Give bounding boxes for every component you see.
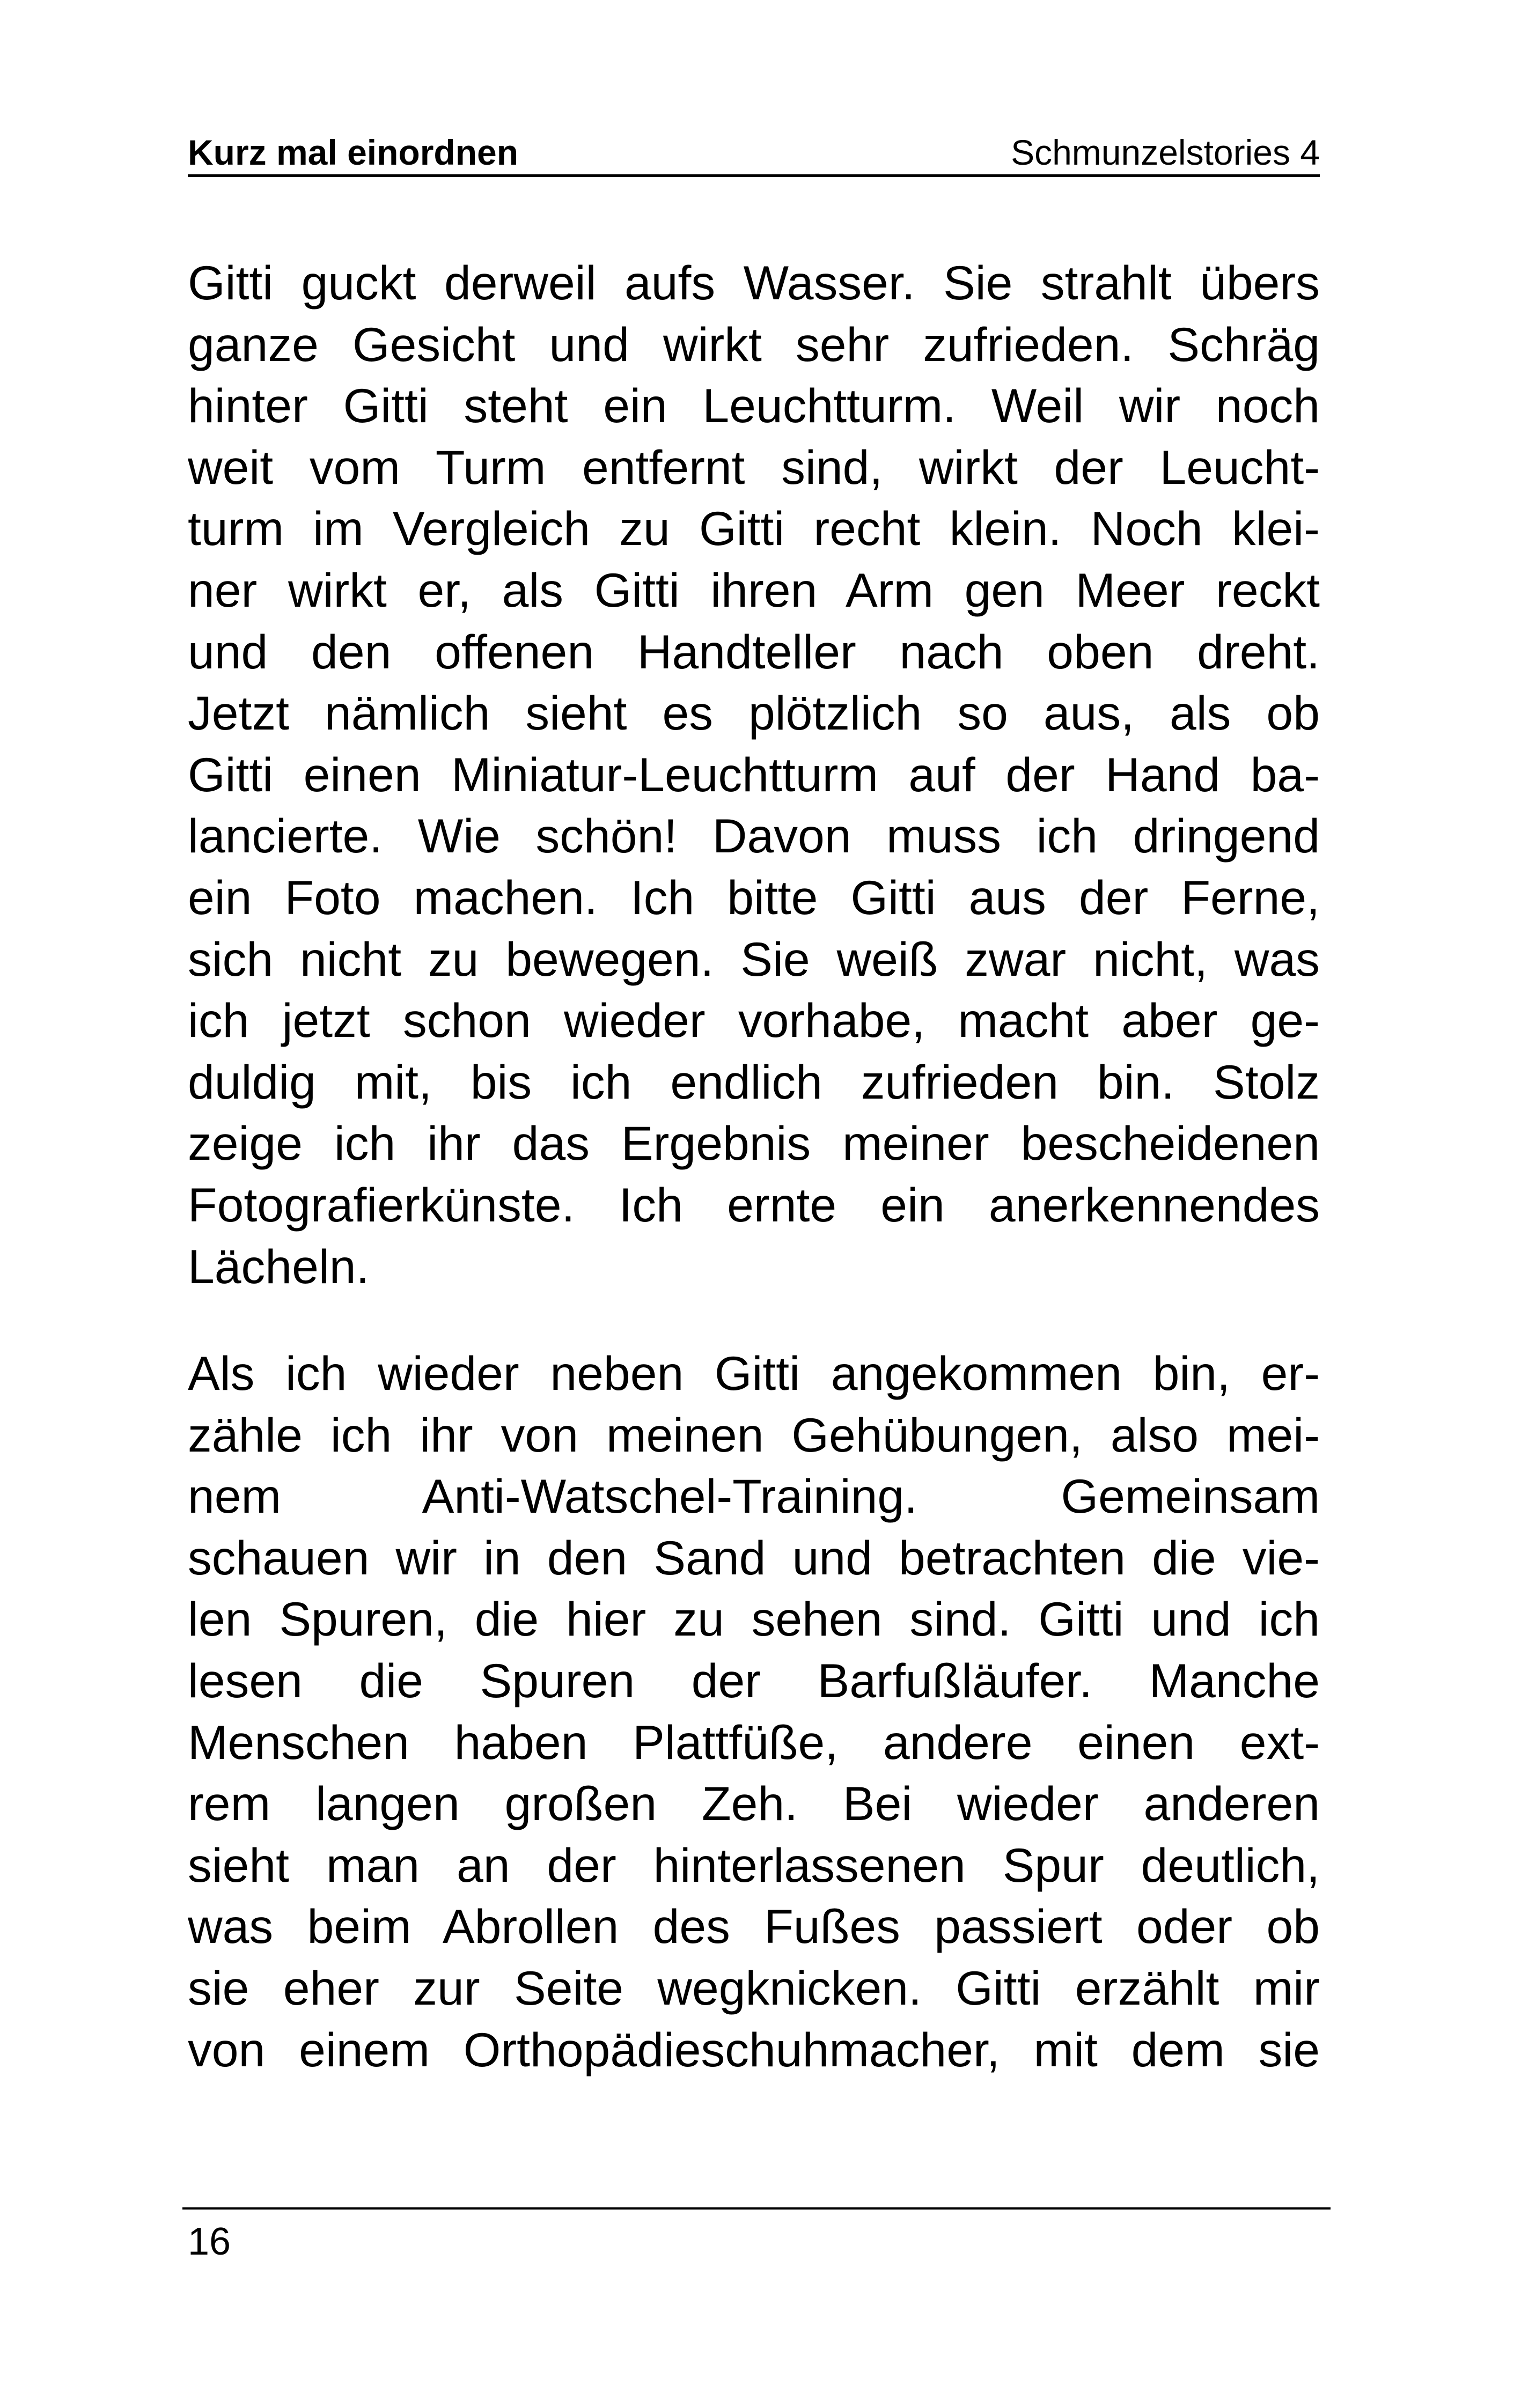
text-line: rem langen großen Zeh. Bei wieder anderen — [188, 1777, 1320, 1831]
text-line: sich nicht zu bewegen. Sie weiß zwar nicht, was — [188, 932, 1320, 986]
text-line: Jetzt nämlich sieht es plötzlich so aus, als ob — [188, 686, 1320, 740]
text-line: lesen die Spuren der Barfußläufer. Manche — [188, 1653, 1320, 1707]
text-line: zähle ich ihr von meinen Gehübungen, also mei- — [188, 1408, 1320, 1462]
paragraph-2 — [188, 1343, 1320, 2080]
text-line: und den offenen Handteller nach oben dreht. — [188, 624, 1320, 679]
text-line: was beim Abrollen des Fußes passiert oder ob — [188, 1899, 1320, 1954]
text-line: Lächeln. — [188, 1239, 370, 1293]
text-line: weit vom Turm entfernt sind, wirkt der Leucht- — [188, 440, 1320, 494]
text-line: turm im Vergleich zu Gitti recht klein. Noch klei- — [188, 502, 1320, 556]
paragraph-1 — [188, 252, 1320, 1297]
footer-divider — [182, 2207, 1331, 2210]
chapter-title: Kurz mal einordnen — [188, 132, 519, 172]
text-line: ganze Gesicht und wirkt sehr zufrieden. Schräg — [188, 317, 1320, 371]
text-line: nem Anti-Watschel-Training. Gemeinsam — [188, 1469, 1320, 1523]
text-line: Als ich wieder neben Gitti angekommen bin, er- — [188, 1346, 1320, 1400]
text-line: Gitti einen Miniatur-Leuchtturm auf der Hand ba- — [188, 747, 1320, 801]
page-number: 16 — [188, 2220, 231, 2263]
text-line: duldig mit, bis ich endlich zufrieden bin. Stolz — [188, 1055, 1320, 1109]
text-line: hinter Gitti steht ein Leuchtturm. Weil wir noch — [188, 379, 1320, 433]
text-line: Gitti guckt derweil aufs Wasser. Sie strahlt übers — [188, 256, 1320, 310]
text-line: ein Foto machen. Ich bitte Gitti aus der Ferne, — [188, 870, 1320, 924]
book-title: Schmunzelstories 4 — [1011, 132, 1320, 172]
text-line: ich jetzt schon wieder vorhabe, macht aber ge- — [188, 993, 1320, 1048]
text-line: Fotografierkünste. Ich ernte ein anerkennendes — [188, 1177, 1320, 1232]
text-line: schauen wir in den Sand und betrachten die vie- — [188, 1530, 1320, 1585]
text-line: lancierte. Wie schön! Davon muss ich dringend — [188, 809, 1320, 863]
text-line: sieht man an der hinterlassenen Spur deutlich, — [188, 1838, 1320, 1892]
text-line: len Spuren, die hier zu sehen sind. Gitti und ich — [188, 1592, 1320, 1646]
text-line: zeige ich ihr das Ergebnis meiner bescheidenen — [188, 1116, 1320, 1170]
text-line: ner wirkt er, als Gitti ihren Arm gen Meer reckt — [188, 563, 1320, 617]
text-line: sie eher zur Seite wegknicken. Gitti erzählt mir — [188, 1961, 1320, 2015]
running-header — [188, 126, 1320, 177]
text-line: von einem Orthopädieschuhmacher, mit dem sie — [188, 2022, 1320, 2076]
text-line: Menschen haben Plattfüße, andere einen ext- — [188, 1715, 1320, 1769]
